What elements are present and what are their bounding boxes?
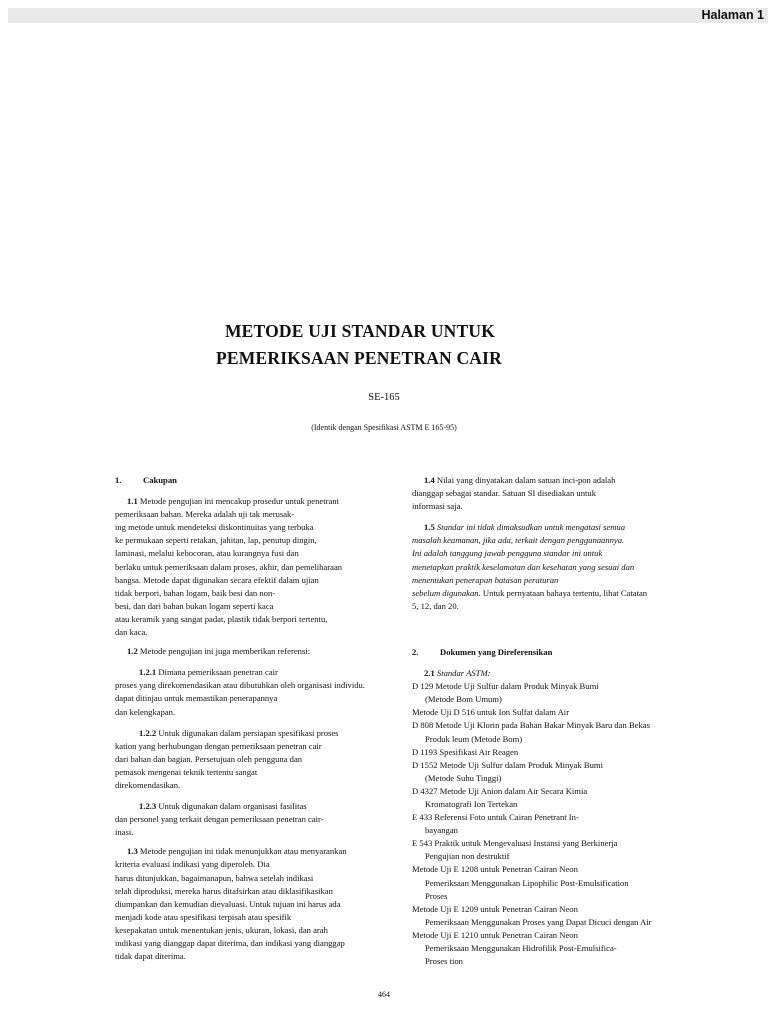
paragraph-line: laminasi, melalui kebocoran, atau kurangnya fusi dan [115,548,299,559]
reference-line: Pemeriksaan Menggunakan Hidrofilik Post-Emulsifica- [425,943,617,953]
paragraph-line: dari bahan dan bagian. Persetujuan oleh pengguna dan [115,753,303,764]
reference-line: D 1193 Spesifikasi Air Reagen [412,746,519,757]
paragraph-line: ing metode untuk mendeteksi diskontinuitas yang terbuka [115,522,314,533]
paragraph-line: tidak berpori, bahan logam, baik besi dan non- [115,587,276,598]
paragraph-line: ke permukaan seperti retakan, jahitan, lap, penutup dingin, [115,535,317,546]
right-column [412,474,692,968]
reference-line: Kromatografi Ion Tertekan [425,798,518,809]
left-column [115,474,400,963]
reference-line: Metode Uji D 516 untuk Ion Sulfat dalam Air [412,707,570,718]
paragraph-line: besi, dan dari bahan bukan logam seperti kaca [115,600,274,611]
reference-line: E 433 Referensi Foto untuk Cairan Penetrant In- [412,812,579,823]
paragraph-line: 1.2.3 Untuk digunakan dalam organisasi fasilitas [139,801,307,812]
paragraph-line: kriteria evaluasi indikasi yang diperoleh. Dia [115,859,270,870]
reference-line: Pengujian non destruktif [425,851,510,862]
paragraph-line: dianggap sebagai standar. Satuan SI disediakan untuk [412,488,597,499]
document-number: SE-165 [368,392,400,403]
reference-line: Pemeriksaan Menggunakan Proses yang Dapat Dicuci dengan Air [425,916,652,927]
paragraph-line: 1.2.1 Dimana pemeriksaan penetran cair [139,667,278,678]
paragraph-line: 1.2 Metode pengujian ini juga memberikan referensi: [127,646,311,657]
paragraph-line: dan personel yang terkait dengan pemeriksaan penetran cair- [115,814,324,825]
page-header-bar [8,8,768,23]
paragraph-line: harus ditunjukkan, bagaimanapun, bahwa setelah indikasi [115,872,314,883]
paragraph-line: tidak dapat diterima. [115,951,186,962]
paragraph-line: dan kelengkapan. [115,706,176,717]
paragraph-line: menetapkan praktik keselamatan dan kesehatan yang sesuai dan [412,561,635,572]
paragraph-line: sebelum digunakan. Untuk pernyataan bahaya tertentu, lihat Catatan [412,587,648,598]
reference-line: Pemeriksaan Menggunakan Lipophilic Post-Emulsification [425,877,629,888]
document-title-line-2: PEMERIKSAAN PENETRAN CAIR [216,348,502,368]
reference-line: D 4327 Metode Uji Anion dalam Air Secara Kimia [412,785,588,796]
paragraph-line: 2.1 Standar ASTM: [424,668,491,679]
document-title-line-1: METODE UJI STANDAR UNTUK [224,321,496,341]
reference-line: bayangan [425,825,458,836]
paragraph-line: indikasi yang dianggap dapat diterima, dan indikasi yang dianggap [115,938,345,948]
reference-line: E 543 Praktik untuk Mengevaluasi Instansi yang Berkinerja [412,838,618,849]
paragraph-line: dan kaca. [115,627,148,638]
paragraph-line: inasi. [115,827,134,838]
reference-line: D 129 Metode Uji Sulfur dalam Produk Minyak Bumi [412,681,599,692]
paragraph-line: 1.4 Nilai yang dinyatakan dalam satuan inci-pon adalah [424,475,616,485]
reference-line: D 808 Metode Uji Klorin pada Bahan Bakar Minyak Baru dan Bekas [412,720,650,731]
page-number-label: Halaman 1 [701,8,764,22]
paragraph-line: pemeriksaan bahan. Mereka adalah uji tak merusak- [115,509,295,520]
paragraph-line: 1.3 Metode pengujian ini tidak menunjukkan atau menyarankan [127,846,347,857]
paragraph-line: menjadi kode atau spesifikasi terpisah atau spesifik [115,911,292,922]
reference-line: Produk leum (Metode Bom) [425,733,523,744]
reference-line: Proses [425,890,448,901]
page-footer-number: 464 [378,990,390,999]
paragraph-line: informasi saja. [412,501,463,512]
paragraph-line: 5, 12, dan 20. [412,600,459,611]
reference-line: Metode Uji E 1210 untuk Penetran Cairan Neon [412,929,578,940]
paragraph-line: berlaku untuk pemeriksaan dalam proses, akhir, dan pemeliharaan [115,561,343,572]
identity-note: (Identik dengan Spesifikasi ASTM E 165-95) [311,423,457,432]
section-heading: 1. Cakupan [115,475,177,485]
paragraph-line: dapat ditinjau untuk memastikan penerapannya [115,693,278,704]
reference-line: Proses tion [425,956,463,967]
paragraph-line: 1.1 Metode pengujian ini mencakup prosedur untuk penetrant [127,496,339,507]
paragraph-line: kation yang berhubungan dengan pemeriksaan penetran cair [115,740,322,751]
paragraph-line: direkomendasikan. [115,779,181,790]
paragraph-line: menentukan penerapan batasan peraturan [412,574,559,585]
reference-line: Metode Uji E 1208 untuk Penetran Cairan Neon [412,864,578,875]
reference-line: Metode Uji E 1209 untuk Penetran Cairan Neon [412,903,578,914]
paragraph-line: kesepakatan untuk menentukan jenis, ukuran, lokasi, dan arah [115,924,328,935]
paragraph-line: diumpankan dan kemudian dievaluasi. Untuk tujuan ini harus ada [115,898,341,909]
paragraph-line: 1.2.2 Untuk digunakan dalam persiapan spesifikasi proses [139,727,339,738]
paragraph-line: bangsa. Metode dapat digunakan secara efektif dalam ujian [115,574,319,585]
paragraph-line: atau keramik yang sangat padat, plastik tidak berpori tertentu, [115,613,328,624]
reference-line: (Metode Suhu Tinggi) [425,772,502,783]
paragraph-line: 1.5 Standar ini tidak dimaksudkan untuk mengatasi semua [424,522,625,533]
paragraph-line: pemasok mengenai teknik tertentu sangat [115,766,258,777]
paragraph-line: masalah keamanan, jika ada, terkait dengan penggunaannya. [412,535,625,546]
section-heading: 2. Dokumen yang Direferensikan [412,646,553,657]
paragraph-line: telah diproduksi, mereka harus ditafsirkan atau diklasifikasikan [115,885,333,896]
paragraph-line: proses yang direkomendasikan atau dibutuhkan oleh organisasi individu. [115,680,365,691]
reference-line: (Metode Bom Umum) [425,694,502,705]
paragraph-line: Ini adalah tanggung jawab pengguna standar ini untuk [412,548,603,559]
reference-line: D 1552 Metode Uji Sulfur dalam Produk Minyak Bumi [412,759,603,770]
